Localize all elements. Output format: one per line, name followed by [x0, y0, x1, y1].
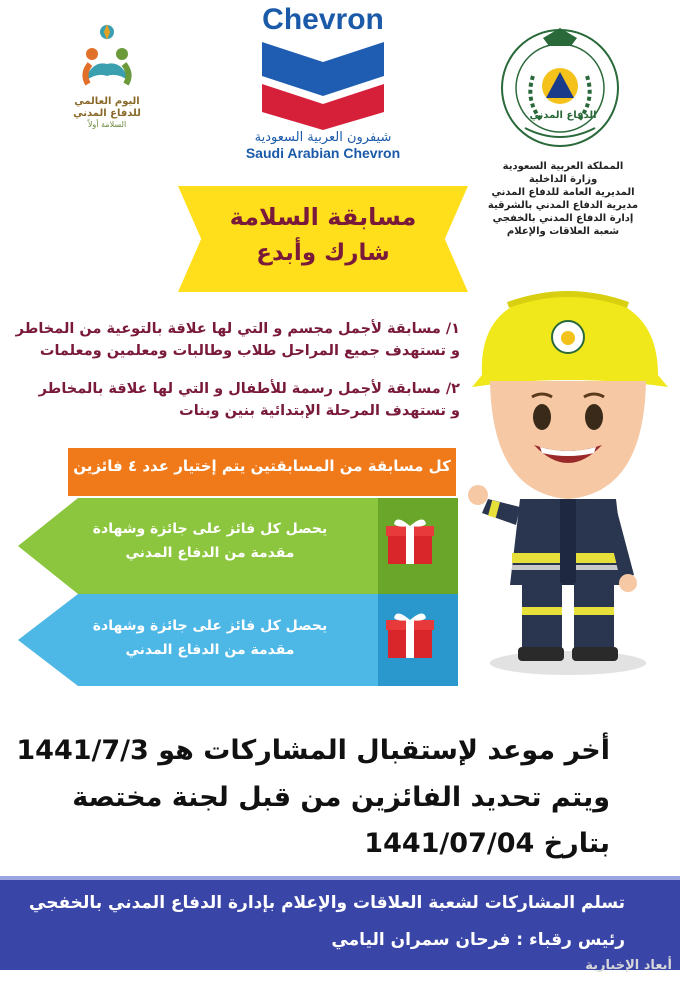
competition-1-line1: ١/ مسابقة لأجمل مجسم و التي لها علاقة بالتوعية من المخاطر	[15, 321, 460, 337]
chevron-wordmark: Chevron	[262, 3, 384, 36]
chevron-hallmark-icon	[258, 38, 388, 130]
prize-2-line2: مقدمة من الدفاع المدني	[125, 642, 295, 658]
world-day-line1: اليوم العالمي	[74, 96, 140, 107]
deadline-line1: أخر موعد لإستقبال المشاركات هو 1441/7/3	[16, 735, 610, 766]
winners-note: كل مسابقة من المسابقتين يتم إختيار عدد ٤ فائزين	[73, 457, 451, 475]
chevron-arabic-name: شيفرون العربية السعودية	[254, 130, 392, 145]
footer-line2: رئيس رقباء : فرحان سمران اليامي	[331, 930, 625, 950]
prize-2-line1: يحصل كل فائز على جائزة وشهادة	[92, 618, 328, 634]
prize-1-line1: يحصل كل فائز على جائزة وشهادة	[92, 521, 328, 537]
emblem-ring-text: الدفاع المدني	[529, 110, 597, 121]
prize-2-text	[70, 614, 350, 662]
prize-1-line2: مقدمة من الدفاع المدني	[125, 545, 295, 561]
deadline-line2: ويتم تحديد الفائزين من قبل لجنة مختصة	[72, 782, 610, 813]
ministry-line: شعبة العلاقات والإعلام	[506, 226, 620, 237]
chevron-english-name: Saudi Arabian Chevron	[245, 145, 401, 161]
banner-subtitle: شارك وأبدع	[256, 240, 390, 266]
ministry-line: مديرية الدفاع المدني بالشرقية	[487, 200, 639, 211]
ministry-header	[478, 160, 648, 238]
footer-line1: تسلم المشاركات لشعبة العلاقات والإعلام بإدارة الدفاع المدني بالخفجي	[29, 893, 625, 913]
watermark: أبعاد الإخبارية	[585, 958, 672, 973]
world-day-line2: للدفاع المدني	[73, 108, 141, 119]
civil-defense-emblem-icon	[495, 20, 625, 150]
firefighter-mascot-illustration	[468, 285, 668, 680]
gift-icon	[382, 512, 438, 568]
competition-2-line1: ٢/ مسابقة لأجمل رسمة للأطفال و التي لها علاقة بالمخاطر	[38, 381, 460, 397]
civil-defense-emblem	[495, 20, 625, 150]
competition-1-line2: و تستهدف جميع المراحل طلاب وطالبات ومعلمين ومعلمات	[39, 343, 460, 359]
world-day-line3: السلامة أولاً	[87, 120, 127, 129]
ministry-line: المديرية العامة للدفاع المدني	[491, 187, 635, 198]
deadline-line3: بتارخ 1441/07/04	[364, 828, 610, 859]
prize-1-text	[70, 517, 350, 565]
competition-2-line2: و تستهدف المرحلة الإبتدائية بنين وبنات	[179, 403, 460, 419]
gift-icon	[382, 606, 438, 662]
world-day-emblem-icon	[62, 20, 152, 92]
chevron-logo	[218, 4, 428, 172]
world-civil-defense-day-logo	[62, 20, 152, 135]
banner-title: مسابقة السلامة	[229, 203, 417, 231]
ministry-line: المملكة العربية السعودية	[502, 161, 624, 172]
ministry-line: إدارة الدفاع المدني بالخفجي	[492, 213, 634, 224]
ministry-line: وزارة الداخلية	[528, 174, 598, 185]
competition-banner	[178, 186, 468, 292]
